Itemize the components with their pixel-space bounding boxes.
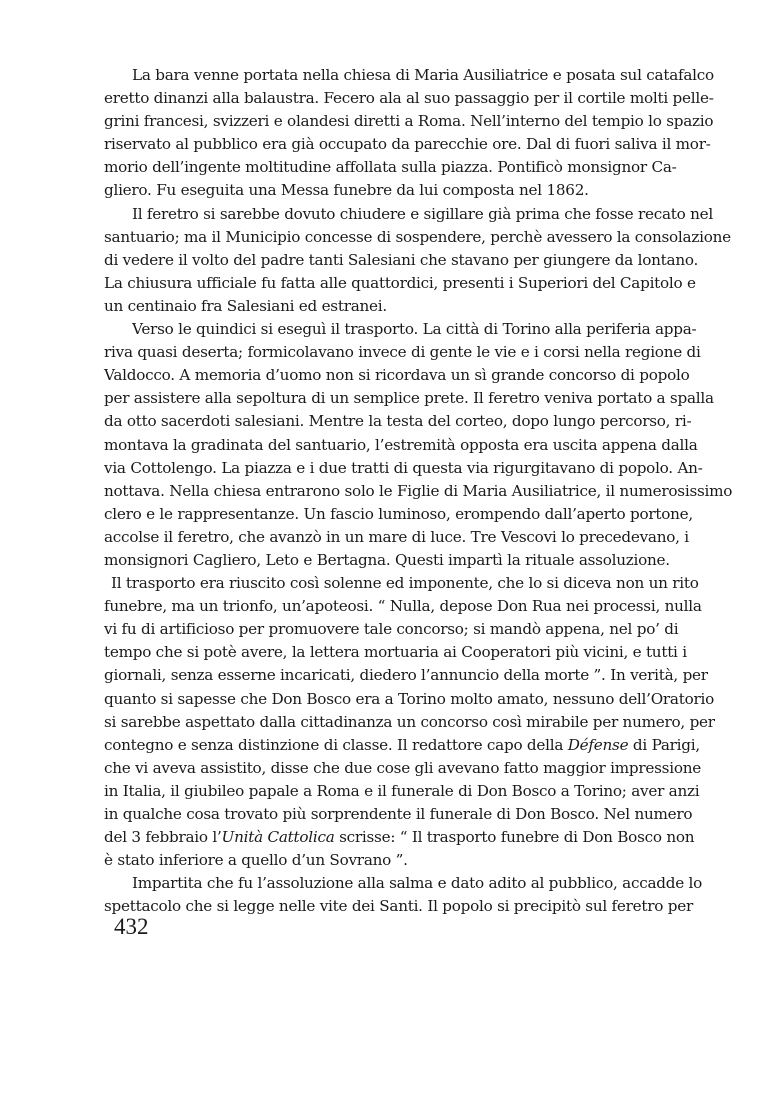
text-line: riva quasi deserta; formicolavano invece di gente le vie e i corsi nella regione di (104, 343, 701, 362)
italic-title: Unità Cattolica (221, 828, 335, 847)
page-number: 432 (114, 914, 149, 939)
text-line: eretto dinanzi alla balaustra. Fecero ala al suo passaggio per il cortile molti pelle- (104, 89, 714, 108)
text-line: Il trasporto era riuscito così solenne ed imponente, che lo si diceva non un rito (111, 574, 699, 593)
text-line: in Italia, il giubileo papale a Roma e il funerale di Don Bosco a Torino; aver anzi (104, 781, 700, 800)
text-line: grini francesi, svizzeri e olandesi diretti a Roma. Nell’interno del tempio lo spazio (104, 112, 714, 131)
text-line: via Cottolengo. La piazza e i due tratti di questa via rigurgitavano di popolo. An- (104, 458, 703, 477)
text-line: riservato al pubblico era già occupato da parecchie ore. Dal di fuori saliva il mor- (104, 135, 711, 154)
text-line: Valdocco. A memoria d’uomo non si ricordava un sì grande concorso di popolo (104, 366, 690, 385)
text-line: La bara venne portata nella chiesa di Maria Ausiliatrice e posata sul catafalco (132, 66, 714, 84)
text-segment: contegno e senza distinzione di classe. Il redattore capo della (104, 735, 568, 754)
text-line: gliero. Fu eseguita una Messa funebre da lui composta nel 1862. (104, 181, 589, 200)
text-segment: del 3 febbraio l’ (104, 828, 222, 847)
text-line: in qualche cosa trovato più sorprendente il funerale di Don Bosco. Nel numero (104, 805, 693, 823)
text-line: santuario; ma il Municipio concesse di sospendere, perchè avessero la consolazione (104, 227, 731, 246)
text-line: funebre, ma un trionfo, un’apoteosi. “ Nulla, depose Don Rua nei processi, nulla (104, 597, 702, 616)
text-line: spettacolo che si legge nelle vite dei Santi. Il popolo si precipitò sul feretro per (104, 897, 693, 916)
text-line: La chiusura ufficiale fu fatta alle quattordici, presenti i Superiori del Capitolo e (104, 273, 696, 292)
text-line: tempo che si potè avere, la lettera mortuaria ai Cooperatori più vicini, e tutti i (104, 643, 687, 662)
text-line: clero e le rappresentanze. Un fascio luminoso, erompendo dall’aperto portone, (104, 504, 693, 523)
text-segment: scrisse: “ Il trasporto funebre di Don Bosco non (334, 828, 695, 847)
text-line: montava la gradinata del santuario, l’estremità opposta era uscita appena dalla (104, 435, 698, 454)
text-segment: di Parigi, (628, 735, 700, 754)
text-line: accolse il feretro, che avanzò in un mare di luce. Tre Vescovi lo precedevano, i (104, 527, 689, 546)
text-line: che vi aveva assistito, disse che due cose gli avevano fatto maggior impressione (104, 758, 701, 777)
text-line: per assistere alla sepoltura di un semplice prete. Il feretro veniva portato a spalla (104, 389, 714, 408)
text-line: un centinaio fra Salesiani ed estranei. (104, 296, 387, 315)
text-line: si sarebbe aspettato dalla cittadinanza un concorso così mirabile per numero, per (104, 712, 715, 731)
italic-title: Défense (567, 735, 629, 754)
text-line: Il feretro si sarebbe dovuto chiudere e sigillare già prima che fosse recato nel (132, 204, 713, 223)
text-line: nottava. Nella chiesa entrarono solo le Figlie di Maria Ausiliatrice, il numerosissimo (104, 481, 733, 500)
text-line: Impartita che fu l’assoluzione alla salma e dato adito al pubblico, accadde lo (132, 874, 703, 893)
text-line: Verso le quindici si eseguì il trasporto. La città di Torino alla periferia appa- (132, 320, 697, 339)
text-line: monsignori Cagliero, Leto e Bertagna. Questi impartì la rituale assoluzione. (104, 550, 670, 569)
text-line: quanto si sapesse che Don Bosco era a Torino molto amato, nessuno dell’Oratorio (104, 689, 714, 708)
text-line: morio dell’ingente moltitudine affollata sulla piazza. Pontificò monsignor Ca- (104, 158, 677, 177)
text-line: vi fu di artificioso per promuovere tale concorso; si mandò appena, nel po’ di (104, 620, 679, 639)
text-line: di vedere il volto del padre tanti Salesiani che stavano per giungere da lontano. (104, 250, 699, 269)
text-line: da otto sacerdoti salesiani. Mentre la testa del corteo, dopo lungo percorso, ri- (104, 412, 692, 431)
body-text (104, 64, 733, 918)
text-line: è stato inferiore a quello d’un Sovrano ”. (104, 851, 408, 870)
text-line (104, 826, 695, 849)
text-line: giornali, senza esserne incaricati, diedero l’annuncio della morte ”. In verità, per (104, 666, 708, 685)
text-line (104, 734, 700, 757)
